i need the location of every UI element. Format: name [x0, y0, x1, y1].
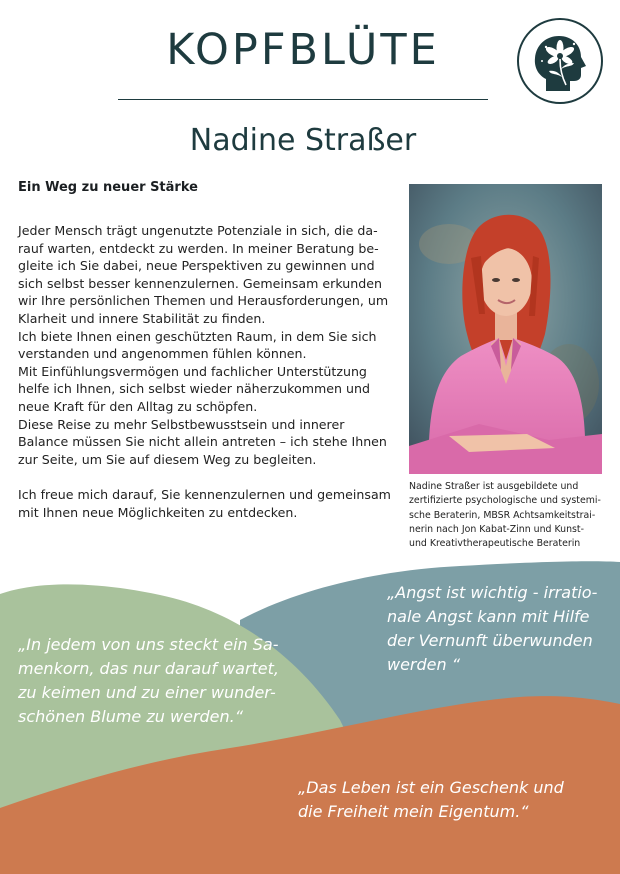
intro-line: rauf warten, entdeckt zu werden. In meiner Beratung be-	[18, 240, 379, 256]
quote-line: „In jedem von uns steckt ein Sa-	[18, 635, 279, 654]
quote-line: menkorn, das nur darauf wartet,	[18, 659, 279, 678]
person-name: Nadine Straßer	[189, 123, 417, 158]
caption-line: sche Beraterin, MBSR Achtsamkeitstrai-	[409, 509, 596, 521]
intro-line: Klarheit und innere Stabilität zu finden.	[18, 310, 266, 326]
quote-line: „Angst ist wichtig - irratio-	[387, 583, 598, 602]
quote-line: schönen Blume zu werden.“	[18, 707, 243, 726]
caption-line: und Kreativtherapeutische Beraterin	[409, 538, 581, 550]
intro-line: Balance müssen Sie nicht allein antreten – ich stehe Ihnen	[18, 434, 387, 450]
caption-line: Nadine Straßer ist ausgebildete und	[409, 481, 579, 492]
quote-line: werden “	[387, 655, 461, 674]
intro-line: sich selbst besser kennenzulernen. Gemeinsam erkunden	[18, 275, 382, 291]
intro-line: gleite ich Sie dabei, neue Perspektiven zu gewinnen und	[18, 258, 375, 274]
quote-line: „Das Leben ist ein Geschenk und	[298, 778, 564, 797]
caption-line: nerin nach Jon Kabat-Zinn und Kunst-	[409, 523, 584, 535]
quote-line: zu keimen und zu einer wunder-	[18, 683, 276, 702]
intro-heading: Ein Weg zu neuer Stärke	[18, 180, 198, 195]
intro-line: Mit Einfühlungsvermögen und fachlicher Unterstützung	[18, 363, 367, 379]
intro-line: Ich biete Ihnen einen geschützten Raum, in dem Sie sich	[18, 328, 377, 344]
quote-line: nale Angst kann mit Hilfe	[387, 607, 590, 626]
intro-line: verstanden und angenommen fühlen können.	[18, 346, 307, 362]
brand-title: KOPFBLÜTE	[166, 25, 440, 75]
intro-line: helfe ich Ihnen, sich selbst wieder näherzukommen und	[18, 381, 370, 397]
intro-line: zur Seite, um Sie auf diesem Weg zu begleiten.	[18, 451, 317, 467]
intro-line: mit Ihnen neue Möglichkeiten zu entdecken.	[18, 504, 298, 520]
quote-leben	[298, 776, 598, 824]
quote-angst	[387, 581, 611, 677]
quote-line: der Vernunft überwunden	[387, 631, 593, 650]
caption-line: zertifizierte psychologische und systemi-	[409, 495, 601, 507]
quote-line: die Freiheit mein Eigentum.“	[298, 802, 529, 821]
quote-samenkorn	[18, 633, 298, 729]
intro-line: neue Kraft für den Alltag zu schöpfen.	[18, 398, 258, 414]
intro-line: Jeder Mensch trägt ungenutzte Potenziale in sich, die da-	[18, 223, 378, 238]
intro-line: Diese Reise zu mehr Selbstbewusstsein und innerer	[18, 416, 345, 432]
intro-line: Ich freue mich darauf, Sie kennenzulernen und gemeinsam	[18, 486, 391, 502]
intro-line: wir Ihre persönlichen Themen und Herausforderungen, um	[18, 293, 389, 309]
